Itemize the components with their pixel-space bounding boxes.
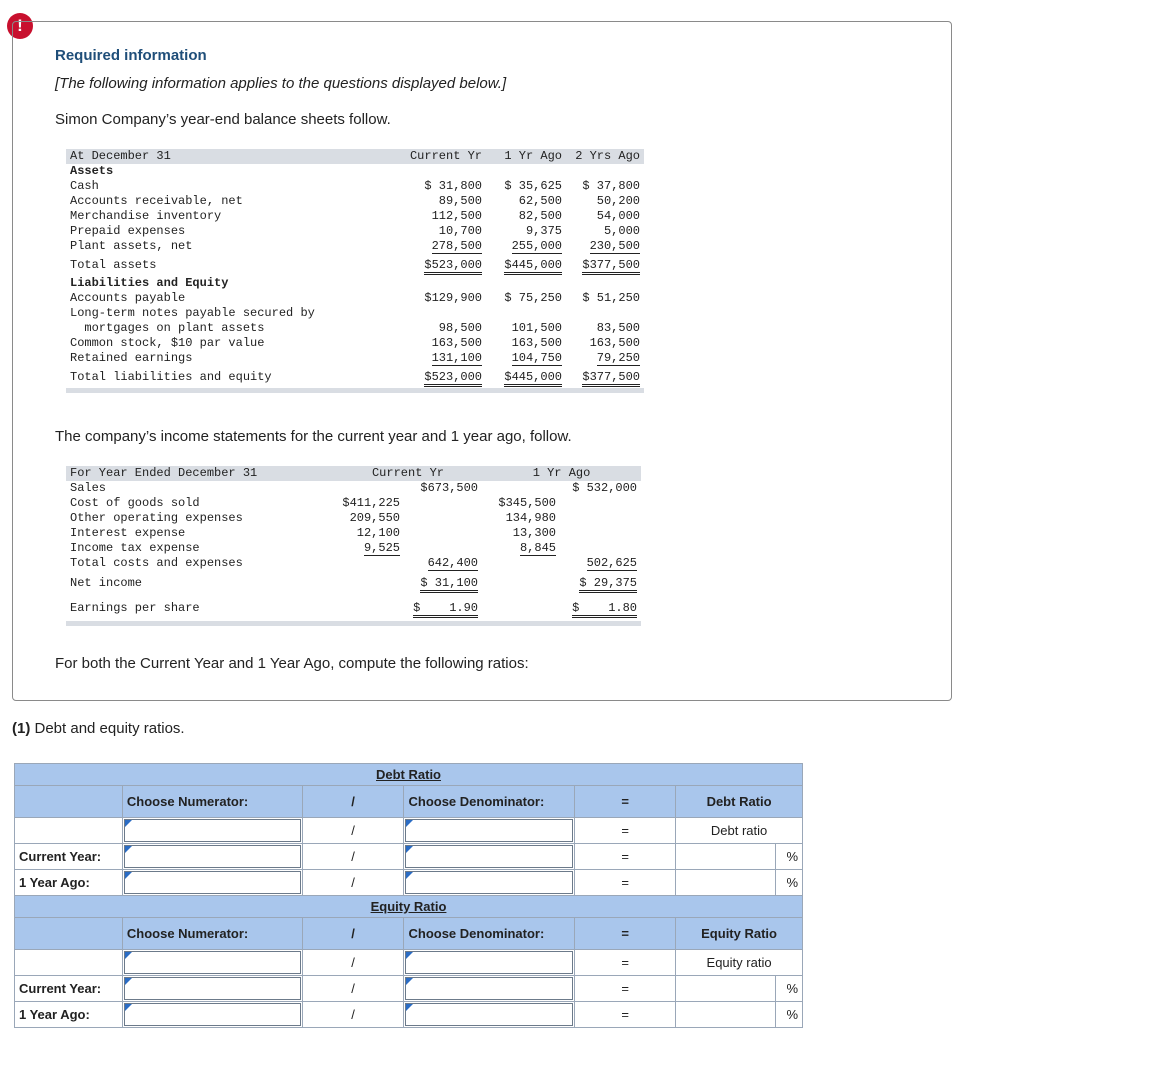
table-row [66,239,644,254]
eps-row [66,595,641,621]
cell: 112,500 [431,209,482,223]
debt-denominator-current-input[interactable] [404,844,575,870]
cell: 9,525 [363,541,400,555]
divide-sign: / [302,844,404,870]
col-prior: 1 Yr Ago [482,466,641,481]
liabilities-heading: Liabilities and Equity [70,276,229,290]
cell: $411,225 [342,496,400,510]
equals-sign: = [575,786,676,818]
required-info-title: Required information [55,47,207,64]
debt-denominator-header: Choose Denominator: [404,786,575,818]
income-statement-intro: The company’s income statements for the current year and 1 year ago, follow. [55,428,572,445]
cell: $377,500 [582,370,640,387]
equity-numerator-label-input[interactable] [122,950,302,976]
col-current: Current Yr [334,466,482,481]
row-label: Cost of goods sold [70,496,200,510]
cell: 101,500 [511,321,562,335]
divide-sign: / [302,976,404,1002]
ratio-answer-grid [14,763,803,1028]
row-label: mortgages on plant assets [70,321,265,335]
table-row [66,209,644,224]
table-row [66,541,641,556]
equity-denominator-header: Choose Denominator: [404,918,575,950]
alert-icon: ! [7,13,33,39]
divide-sign: / [302,950,404,976]
total-row [66,366,644,388]
table-header-row [66,466,641,481]
header-label: At December 31 [66,149,406,164]
row-label: Accounts payable [70,291,186,305]
divide-sign: / [302,818,404,844]
cell: 9,375 [525,224,562,238]
row-label: Common stock, $10 par value [70,336,265,350]
row-label: Sales [70,481,107,495]
row-label-1-year-ago: 1 Year Ago: [15,870,123,896]
table-row [66,291,644,306]
cell: 79,250 [596,351,640,365]
table-row [66,179,644,194]
cell: $673,500 [420,481,478,495]
cell: $ 1.80 [572,601,637,618]
equity-denominator-prior-input[interactable] [404,1002,575,1028]
equity-result-header: Equity Ratio [676,918,803,950]
row-label: Net income [70,575,143,590]
cell: $445,000 [504,370,562,387]
table-row [66,511,641,526]
cell: 163,500 [511,336,562,350]
equity-ratio-prior-output [676,1002,776,1028]
row-label: Total assets [70,257,157,272]
debt-numerator-header: Choose Numerator: [122,786,302,818]
equity-ratio-current-output [676,976,776,1002]
debt-denominator-label-input[interactable] [404,818,575,844]
cell: $523,000 [424,258,482,275]
divide-sign: / [302,918,404,950]
row-label: Merchandise inventory [70,209,222,223]
table-row [66,321,644,336]
cell: 502,625 [586,556,637,570]
table-row [66,351,644,366]
equity-numerator-header: Choose Numerator: [122,918,302,950]
percent-sign: % [775,844,802,870]
table-row [66,224,644,239]
cell: 83,500 [596,321,640,335]
equals-sign: = [575,1002,676,1028]
row-label: Income tax expense [70,541,200,555]
equity-numerator-current-input[interactable] [122,976,302,1002]
cell: 5,000 [603,224,640,238]
equals-sign: = [575,976,676,1002]
table-row [66,526,641,541]
cell: $ 35,625 [504,179,562,193]
col-1yr: 1 Yr Ago [486,149,566,164]
cell: 82,500 [518,209,562,223]
divide-sign: / [302,1002,404,1028]
row-label: Retained earnings [70,351,193,365]
cell: $ 75,250 [504,291,562,305]
row-label: Total liabilities and equity [70,369,272,384]
part-label: (1) Debt and equity ratios. [12,720,185,737]
cell: 62,500 [518,194,562,208]
assets-heading: Assets [70,164,114,178]
table-header-row [66,149,644,164]
cell: 98,500 [438,321,482,335]
income-statement-table [66,466,641,626]
col-current: Current Yr [406,149,486,164]
cell: $129,900 [424,291,482,305]
equals-sign: = [575,918,676,950]
cell: 134,980 [505,511,556,525]
cell: $345,500 [498,496,556,510]
cell: 8,845 [519,541,556,555]
row-label-current-year: Current Year: [15,976,123,1002]
cell: $ 29,375 [579,576,637,593]
cell: 54,000 [596,209,640,223]
cell: 50,200 [596,194,640,208]
equals-sign: = [575,818,676,844]
cell: $445,000 [504,258,562,275]
task-instruction: For both the Current Year and 1 Year Ago, compute the following ratios: [55,655,529,672]
row-label: Total costs and expenses [70,556,243,570]
total-row [66,254,644,276]
debt-result-sublabel: Debt ratio [676,818,803,844]
header-label: For Year Ended December 31 [66,466,334,481]
percent-sign: % [775,976,802,1002]
cell: $ 31,100 [420,576,478,593]
row-label: Earnings per share [70,600,200,615]
cell: $ 532,000 [572,481,637,495]
divide-sign: / [302,786,404,818]
equals-sign: = [575,870,676,896]
cell: $ 37,800 [582,179,640,193]
row-label-1-year-ago: 1 Year Ago: [15,1002,123,1028]
percent-sign: % [775,870,802,896]
row-label: Accounts receivable, net [70,194,243,208]
balance-sheet-table [66,149,644,393]
cell: 278,500 [431,239,482,253]
row-label: Prepaid expenses [70,224,186,238]
table-row [66,194,644,209]
row-label: Long-term notes payable secured by [70,306,315,320]
net-income-row [66,571,641,595]
equals-sign: = [575,844,676,870]
equity-numerator-prior-input[interactable] [122,1002,302,1028]
cell: 642,400 [427,556,478,570]
debt-numerator-current-input[interactable] [122,844,302,870]
cell: 131,100 [431,351,482,365]
table-row [66,481,641,496]
table-row [66,556,641,571]
row-label: Plant assets, net [70,239,193,253]
row-label-current-year: Current Year: [15,844,123,870]
required-info-note: [The following information applies to the questions displayed below.] [55,75,507,92]
cell: 230,500 [589,239,640,253]
cell: 12,100 [356,526,400,540]
percent-sign: % [775,1002,802,1028]
cell: $377,500 [582,258,640,275]
equity-denominator-label-input[interactable] [404,950,575,976]
cell: $ 51,250 [582,291,640,305]
debt-numerator-label-input[interactable] [122,818,302,844]
row-label: Interest expense [70,526,186,540]
cell: $ 31,800 [424,179,482,193]
row-label: Other operating expenses [70,511,243,525]
balance-sheet-intro: Simon Company’s year-end balance sheets follow. [55,111,391,128]
debt-ratio-title: Debt Ratio [15,764,803,786]
cell: 104,750 [511,351,562,365]
equity-denominator-current-input[interactable] [404,976,575,1002]
cell: 209,550 [349,511,400,525]
row-label: Cash [70,179,99,193]
equity-ratio-title: Equity Ratio [15,896,803,918]
equity-result-sublabel: Equity ratio [676,950,803,976]
col-2yr: 2 Yrs Ago [566,149,644,164]
debt-ratio-current-output [676,844,776,870]
cell: 255,000 [511,239,562,253]
cell: 163,500 [431,336,482,350]
cell: 13,300 [512,526,556,540]
debt-result-header: Debt Ratio [676,786,803,818]
cell: 89,500 [438,194,482,208]
table-row [66,336,644,351]
divide-sign: / [302,870,404,896]
table-row [66,496,641,511]
cell: $523,000 [424,370,482,387]
cell: 10,700 [438,224,482,238]
debt-ratio-prior-output [676,870,776,896]
debt-denominator-prior-input[interactable] [404,870,575,896]
debt-numerator-prior-input[interactable] [122,870,302,896]
cell: $ 1.90 [413,601,478,618]
cell: 163,500 [589,336,640,350]
equals-sign: = [575,950,676,976]
